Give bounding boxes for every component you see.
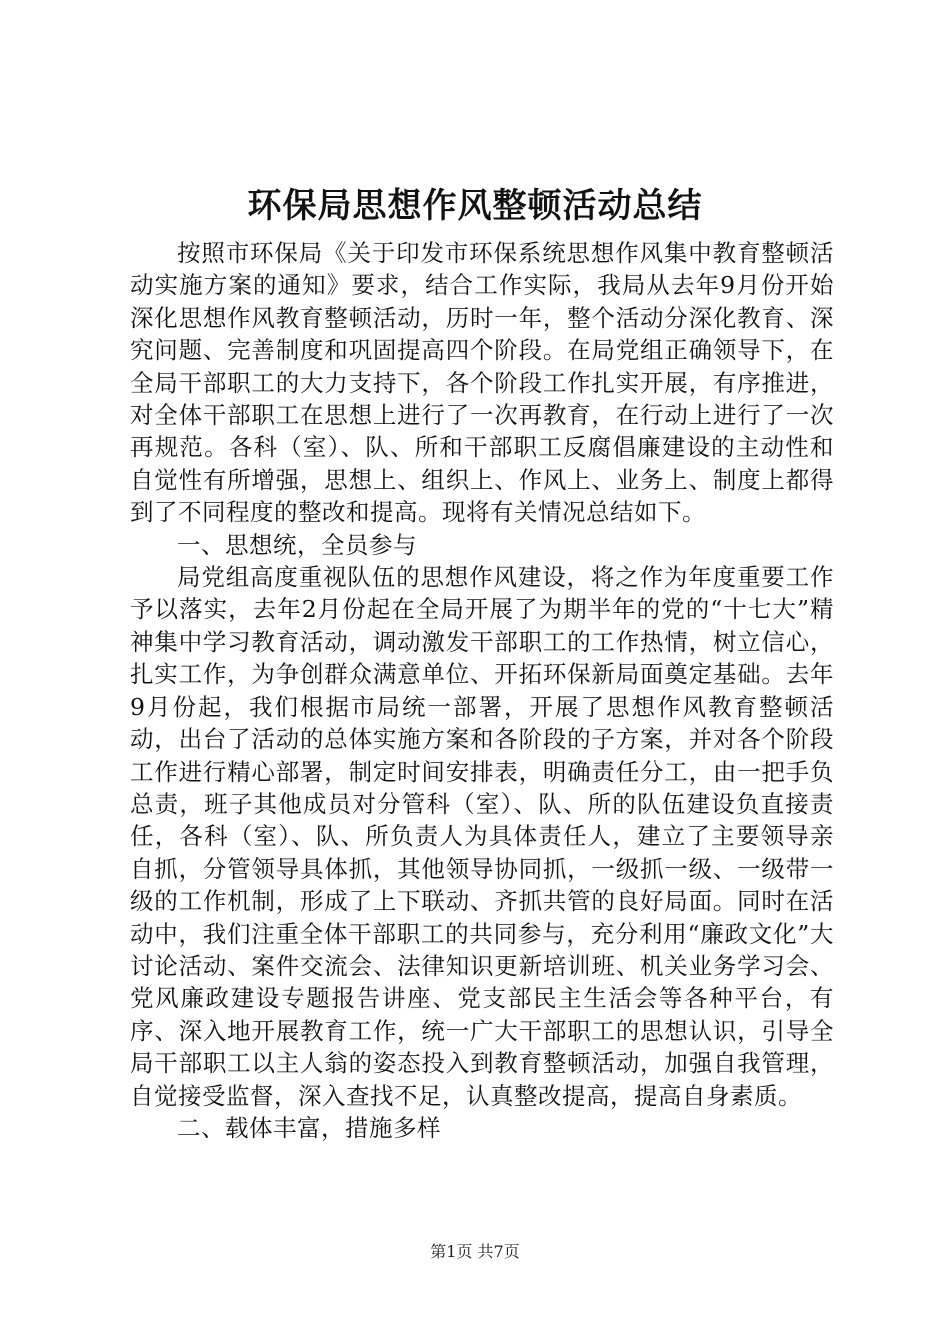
section-heading-2: 二、载体丰富，措施多样 (177, 1113, 441, 1142)
paragraph-intro: 按照市环保局《关于印发市环保系统思想作风集中教育整顿活动实施方案的通知》要求，结合工作实际，我局从去年9月份开始深化思想作风教育整顿活动，历时一年，整个活动分深化教育、深究问题、完善制度和巩固提高四个阶段。在局党组正确领导下，在全局干部职工的大力支持下，各个阶段工作扎实开展，有序推进，对全体干部职工在思想上进行了一次再教育，在行动上进行了一次再规范。各科（室）、队、所和干部职工反腐倡廉建设的主动性和自觉性有所增强，思想上、组织上、作风上、业务上、制度上都得到了不同程度的整改和提高。现将有关情况总结如下。 (130, 239, 834, 527)
document-body (130, 237, 834, 1144)
section-heading-1: 一、思想统，全员参与 (177, 530, 417, 559)
page-number-footer: 第1页 共7页 (430, 1242, 520, 1261)
document-title: 环保局思想作风整顿活动总结 (247, 186, 703, 226)
paragraph-section-1: 局党组高度重视队伍的思想作风建设，将之作为年度重要工作予以落实，去年2月份起在全局开展了为期半年的党的“十七大”精神集中学习教育活动，调动激发干部职工的工作热情，树立信心，扎实工作，为争创群众满意单位、开拓环保新局面奠定基础。去年9月份起，我们根据市局统一部署，开展了思想作风教育整顿活动，出台了活动的总体实施方案和各阶段的子方案，并对各个阶段工作进行精心部署，制定时间安排表，明确责任分工，由一把手负总责，班子其他成员对分管科（室）、队、所的队伍建设负直接责任，各科（室）、队、所负责人为具体责任人，建立了主要领导亲自抓，分管领导具体抓，其他领导协同抓，一级抓一级、一级带一级的工作机制，形成了上下联动、齐抓共管的良好局面。同时在活动中，我们注重全体干部职工的共同参与，充分利用“廉政文化”大讨论活动、案件交流会、法律知识更新培训班、机关业务学习会、党风廉政建设专题报告讲座、党支部民主生活会等各种平台，有序、深入地开展教育工作，统一广大干部职工的思想认识，引导全局干部职工以主人翁的姿态投入到教育整顿活动，加强自我管理，自觉接受监督，深入查找不足，认真整改提高，提高自身素质。 (130, 563, 834, 1110)
